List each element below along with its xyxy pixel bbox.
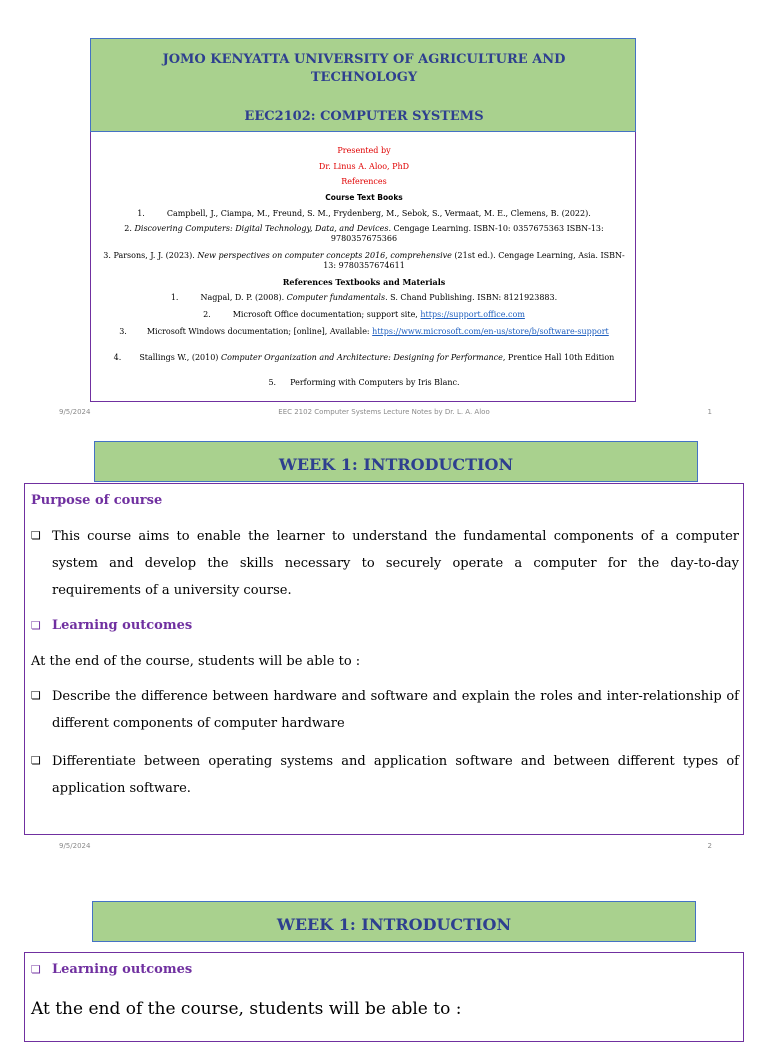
material-4-prefix: Stallings W., (2010) [139, 353, 221, 362]
office-support-link[interactable]: https://support.office.com [420, 310, 525, 319]
references-materials-heading: References Textbooks and Materials [282, 277, 446, 287]
material-4-number: 4. [113, 353, 122, 362]
slide2-title-bar [94, 441, 698, 482]
material-4 [101, 353, 627, 363]
material-2-number: 2. [203, 310, 211, 319]
material-3-number: 3. [119, 327, 127, 336]
reference-3 [99, 251, 629, 271]
slide3-content-box [24, 952, 744, 1042]
slide3-title-bar [92, 901, 696, 942]
purpose-paragraph [25, 523, 739, 604]
reference-1 [91, 209, 637, 219]
reference-2-title: Discovering Computers: Digital Technology, Data, and Devices [134, 224, 389, 233]
reference-3-prefix: 3. Parsons, J. J. (2023). [103, 251, 198, 260]
footer-1-date: 9/5/2024 [59, 408, 91, 416]
course-title: EEC2102: COMPUTER SYSTEMS [244, 109, 484, 124]
presented-by: Presented by [337, 146, 391, 155]
slide2-title: WEEK 1: INTRODUCTION [278, 455, 514, 474]
references-heading: References [341, 177, 387, 186]
material-1-number: 1. [170, 293, 179, 302]
checkbox-bullet-icon: ❏ [31, 619, 41, 632]
footer-1-page-number: 1 [707, 408, 712, 416]
outcome-2-text: Differentiate between operating systems and application software and between different types of application software. [52, 754, 739, 796]
outcome-2 [25, 748, 739, 802]
outcome-1-text: Describe the difference between hardware and software and explain the roles and inter-relationship of different components of computer hardware [52, 689, 739, 731]
checkbox-bullet-icon: ❏ [31, 963, 41, 976]
slide1-references-panel [90, 132, 636, 402]
slide3-learning-outcomes-heading: Learning outcomes [52, 962, 193, 977]
learning-outcomes-heading: Learning outcomes [52, 618, 193, 633]
slide2-content-box [24, 483, 744, 835]
material-4-rest: , Prentice Hall 10th Edition [502, 353, 615, 362]
footer-1-center: EEC 2102 Computer Systems Lecture Notes by Dr. L. A. Aloo [278, 408, 490, 416]
checkbox-bullet-icon: ❏ [31, 754, 41, 767]
reference-2-number: 2. [124, 224, 132, 233]
outcome-1 [25, 683, 739, 737]
purpose-text: This course aims to enable the learner to understand the fundamental components of a computer system and develop the skills necessary to securely operate a computer for the day-to-day requirements of a university course. [52, 529, 739, 598]
purpose-heading: Purpose of course [31, 493, 163, 508]
reference-1-number: 1. [137, 209, 145, 218]
outcomes-intro: At the end of the course, students will be able to : [31, 654, 361, 669]
slide3-title: WEEK 1: INTRODUCTION [276, 915, 512, 934]
material-1-title: Computer fundamentals [286, 293, 386, 302]
material-5 [91, 378, 637, 388]
reference-1-text: Campbell, J., Ciampa, M., Freund, S. M., Frydenberg, M., Sebok, S., Vermaat, M. E., Clemens, B. (2022). [166, 209, 591, 218]
material-1-prefix: Nagpal, D. P. (2008). [200, 293, 287, 302]
footer-2-page-number: 2 [707, 842, 712, 850]
material-2-text: Microsoft Office documentation; support site, [232, 310, 421, 319]
university-title: JOMO KENYATTA UNIVERSITY OF AGRICULTURE AND TECHNOLOGY [162, 52, 566, 85]
material-5-number: 5. [268, 378, 277, 387]
reference-2-rest: . Cengage Learning. ISBN-10: 0357675363 ISBN-13: 9780357675366 [330, 224, 604, 243]
slide3-outcomes-intro: At the end of the course, students will be able to : [31, 999, 462, 1019]
footer-2-date: 9/5/2024 [59, 842, 91, 850]
material-5-text: Performing with Computers by Iris Blanc. [290, 378, 460, 387]
material-1 [91, 293, 637, 303]
material-3 [101, 327, 627, 337]
reference-3-title: New perspectives on computer concepts 2016, comprehensive [197, 251, 452, 260]
windows-store-link[interactable]: https://www.microsoft.com/en-us/store/b/software-support [372, 327, 609, 336]
reference-3-rest: (21st ed.). Cengage Learning, Asia. ISBN-13: 9780357674611 [323, 251, 625, 270]
material-1-rest: . S. Chand Publishing. ISBN: 8121923883. [385, 293, 558, 302]
material-4-title: Computer Organization and Architecture: Designing for Performance [220, 353, 503, 362]
course-text-books-heading: Course Text Books [325, 193, 403, 202]
presenter-name: Dr. Linus A. Aloo, PhD [318, 162, 410, 171]
reference-2 [109, 224, 619, 244]
slide1-header [90, 38, 636, 132]
material-3-text: Microsoft Windows documentation; [online], Available: [146, 327, 373, 336]
material-2 [91, 310, 637, 320]
checkbox-bullet-icon: ❏ [31, 529, 41, 542]
checkbox-bullet-icon: ❏ [31, 689, 41, 702]
